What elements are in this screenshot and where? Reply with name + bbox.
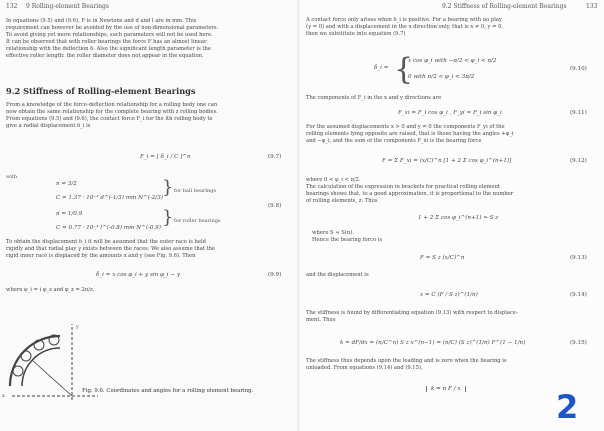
text-line: requirement can however be avoided by the use of non-dimensional parameters. — [6, 25, 219, 32]
text-line: The stiffness thus depends upon the loading and is zero when the bearing is — [306, 358, 507, 364]
displacement-line: and the displacement is — [306, 272, 369, 278]
right-running-header: 9.2 Stiffness of Rolling-element Bearings — [442, 3, 567, 10]
intro-paragraph — [6, 18, 290, 61]
text-line: effective roller length: the roller diameter does not appear in the equation. — [6, 53, 204, 60]
handwritten-mark: 2 — [556, 388, 579, 426]
text-line: rigidly and that radial play γ exists between the races. We also assume that the — [6, 246, 216, 253]
final-stiffness-equation: k = n F / x — [426, 386, 466, 392]
ball-n-line: n = 3/2 — [56, 181, 77, 187]
section-heading: 9.2 Stiffness of Rolling-element Bearings — [6, 86, 196, 96]
text-line: From a knowledge of the force-deflection relationship for a rolling body one can — [6, 102, 218, 108]
text-line: now obtain the same relationship for the complete bearing with z rolling bodies. — [6, 109, 218, 116]
equation-9-12: F = Σ F_xi = (x/C)^n [1 + 2 Σ cos φ_i^(n+1)] — [382, 158, 512, 164]
text-line: It can be observed that with roller bearings the force F has an almost linear — [6, 39, 207, 46]
unloaded-paragraph — [306, 358, 596, 372]
assumed-paragraph — [306, 124, 596, 145]
where-s-block: where S ≈ S(n). Hence the bearing force is — [312, 230, 383, 244]
text-line: For the assumed displacements x > 0 and y = 0 the components F_yi of the — [306, 124, 505, 130]
text-line: where 0 < φ_i < π/2. — [306, 177, 361, 183]
figure-caption: Fig. 9.6. Coordinates and angles for a rolling element bearing. — [82, 388, 254, 394]
text-line: To avoid giving yet more relationships, such parameters will not be used here. — [6, 32, 213, 39]
text-line: relationship with the deflection δ. Also the significant length parameter is the — [6, 46, 211, 53]
left-page — [0, 0, 298, 431]
roller-n-line: n = 1/0.9 — [56, 211, 83, 217]
text-line: bearings shows that, to a good approximation, it is proportional to the number — [306, 191, 514, 198]
contact-paragraph — [306, 17, 596, 38]
section-paragraph — [6, 102, 290, 130]
equation-9-13: F = S z (x/C)^n — [420, 255, 465, 261]
text-line: From equations (9.5) and (9.6), the contact force F_i for the ith rolling body to — [6, 116, 213, 123]
text-line: rolling elements lying opposite are raised, that is those having the angles +φ_i — [306, 131, 514, 138]
equation-number: (9.14) — [570, 292, 587, 298]
equation-number: (9.12) — [570, 158, 587, 164]
rolling-element — [21, 351, 31, 361]
left-running-header: 9 Rolling-element Bearings — [26, 3, 109, 10]
equation-number: (9.15) — [570, 340, 587, 346]
equation-number: (9.10) — [570, 66, 587, 72]
eq910-row2: 0 with π/2 < φ_i < 3π/2 — [408, 74, 475, 80]
brace-glyph: } — [162, 177, 174, 198]
equation-9-14: x = C (F / S z)^(1/n) — [420, 292, 478, 298]
equation-number: (9.13) — [570, 255, 587, 261]
eq910-lhs: δ_i = — [374, 65, 389, 71]
components-line: The components of F_i in the x and y directions are — [306, 95, 442, 101]
left-page-number: 132 — [6, 3, 18, 10]
where-line: where φ_i = i φ_z and φ_z = 2π/z. — [6, 287, 95, 293]
brace-glyph: } — [162, 207, 174, 228]
equation-number: (9.8) — [268, 203, 282, 209]
text-line: ment. Thus — [306, 317, 336, 324]
text-line: and −φ_i, and the sum of the components F_xi is the bearing force — [306, 138, 482, 145]
brace-glyph: { — [394, 52, 414, 87]
rolling-element — [13, 366, 23, 376]
text-line: give a radial displacement δ_i is — [6, 123, 91, 130]
ball-c-line: C = 1.37 · 10⁻³ d^(-1/3) mm N^(-2/3) — [56, 195, 163, 201]
fig-axis-y-label: y — [76, 324, 79, 330]
right-page — [300, 0, 604, 431]
roller-bearings-label: for roller bearings — [174, 218, 221, 224]
text-line: To obtain the displacement δ_i it will be assumed that the outer race is held — [6, 239, 206, 245]
with-label: with — [6, 174, 18, 180]
equation-9-7: F_i = [ δ_i / C ]^n — [140, 154, 191, 160]
text-line: of rolling elements, z. Thus — [306, 198, 378, 205]
text-line: The calculation of the expression in brackets for practical rolling element — [306, 184, 501, 191]
fig-axis-x-label: x — [2, 393, 5, 399]
equation-9-9: δ_i = x cos φ_i + y sin φ_i − γ — [96, 272, 181, 278]
roller-c-line: C = 0.77 · 10⁻⁴ l^(-0.8) mm N^(-0.9) — [56, 225, 161, 231]
text-line: unloaded. From equations (9.14) and (9.15), — [306, 365, 423, 372]
displacement-paragraph — [6, 239, 290, 260]
text-line: then we substitute into equation (9.7) — [306, 31, 406, 38]
equation-number: (9.11) — [570, 110, 587, 116]
text-line: In equations (9.5) and (9.6), F is in Newtons and d and l are in mm. This — [6, 18, 197, 24]
proportional-equation: 1 + 2 Σ cos φ_i^(n+1) ≈ S z — [418, 215, 499, 221]
right-page-number: 133 — [586, 3, 598, 10]
equation-9-15: k = dF/dx = (n/C^n) S z x^(n−1) = (n/C) (S z)^(1/n) F^(1 − 1/n) — [340, 340, 526, 346]
equation-number: (9.7) — [268, 154, 282, 160]
stiffness-paragraph — [306, 310, 596, 324]
text-line: rigid inner race is displaced by the amounts x and y (see Fig. 9.6). Then — [6, 253, 196, 260]
equation-9-11: F_xi = F_i cos φ_i , F_yi = F_i sin φ_i — [398, 110, 502, 116]
text-line: A contact force only arises when δ_i is positive. For a bearing with no play — [306, 17, 502, 23]
ball-bearings-label: for ball bearings — [174, 188, 216, 194]
calculation-paragraph — [306, 177, 596, 205]
eq910-row1: x cos φ_i with −π/2 < φ_i < π/2 — [408, 58, 497, 64]
text-line: The stiffness is found by differentiating equation (9.13) with respect to displace- — [306, 310, 518, 316]
text-line: (γ = 0) and with a displacement in the x direction only, that is x ≠ 0, y = 0, — [306, 24, 504, 31]
equation-number: (9.9) — [268, 272, 282, 278]
angle-line — [32, 360, 72, 396]
